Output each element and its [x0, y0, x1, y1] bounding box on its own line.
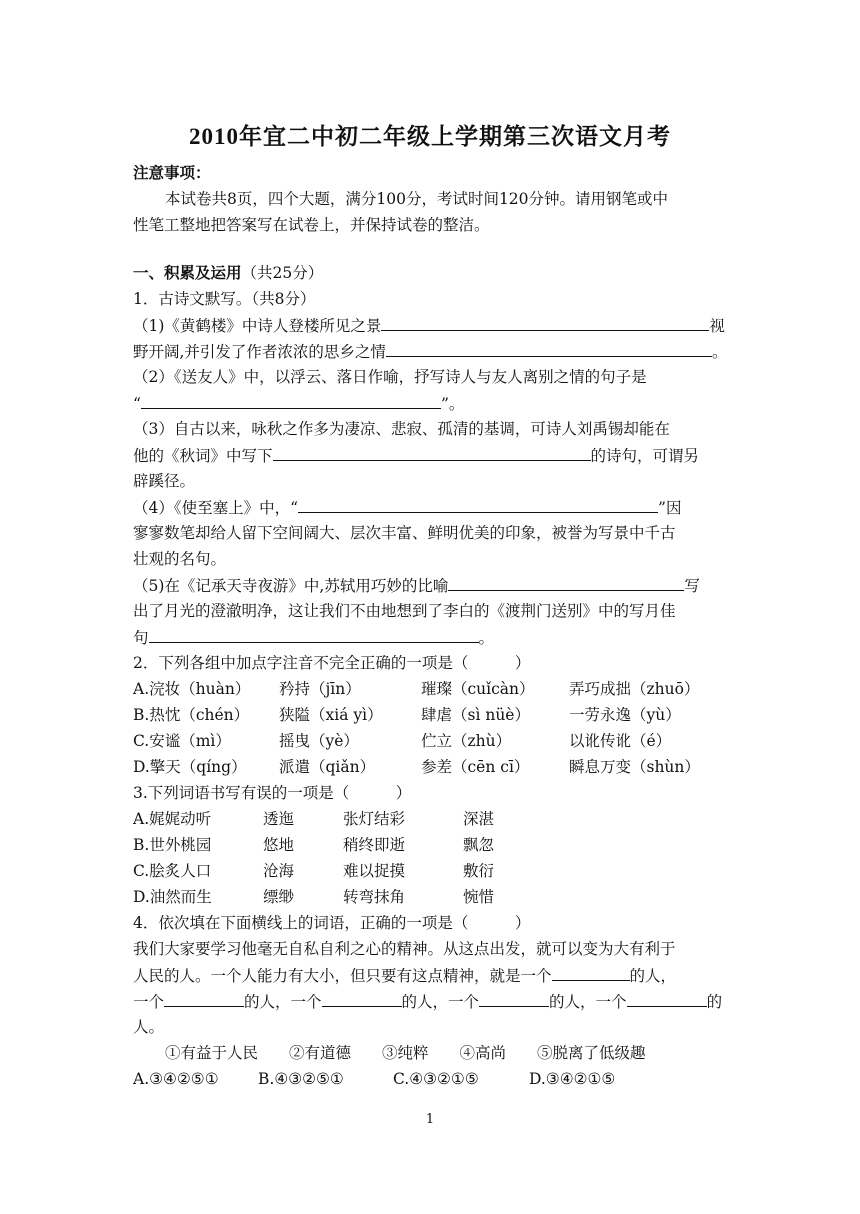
- q2-row-d: [133, 754, 743, 780]
- q3-option-cell: 透迤: [263, 810, 295, 828]
- q4-passage-line2: [133, 962, 743, 988]
- q1-stem: 1．古诗文默写。（共8分）: [133, 290, 316, 308]
- q2-option-cell: 狭隘（xiá yì）: [279, 706, 383, 724]
- q3-row-b: [133, 832, 743, 858]
- q1-part5-text: （5)在《记承天寺夜游》中,苏轼用巧妙的比喻: [133, 577, 449, 595]
- section-1-title: 一、积累及运用: [133, 263, 242, 282]
- section-1-heading: [133, 260, 743, 286]
- q2-option-cell: 派遣（qiǎn）: [279, 758, 376, 776]
- notice-line-2: 性笔工整地把答案写在试卷上，并保持试卷的整洁。: [133, 216, 490, 234]
- q1-part4-line1: [133, 494, 743, 520]
- q3-option-cell: 稍终即逝: [343, 836, 406, 854]
- q1-part1-text: （1)《黄鹤楼》中诗人登楼所见之景: [133, 317, 382, 335]
- q1-part1-text-2: 野开阔,并引发了作者浓浓的思乡之情: [133, 343, 386, 361]
- q1-part1-period: 。: [711, 343, 728, 361]
- answer-blank[interactable]: [479, 988, 549, 1007]
- q3-option-cell: 深湛: [463, 810, 495, 828]
- q1-part3-line1: （3）自古以来，咏秋之作多为凄凉、悲寂、孤清的基调，可诗人刘禹锡却能在: [133, 420, 670, 438]
- q1-part2-line1: （2）《送友人》中，以浮云、落日作喻，抒写诗人与友人离别之情的句子是: [133, 368, 647, 386]
- q3-option-cell: 飘忽: [463, 836, 495, 854]
- q4-passage-text: 一个: [133, 993, 165, 1011]
- open-quote: “: [133, 395, 141, 413]
- q3-stem: 3.下列词语书写有误的一项是（ ）: [133, 784, 412, 802]
- q4-choice: C.④③②①⑤: [393, 1070, 479, 1088]
- answer-blank[interactable]: [149, 624, 479, 643]
- answer-blank[interactable]: [164, 988, 244, 1007]
- exam-content: [133, 160, 743, 1092]
- q4-passage-line4: 人。: [133, 1018, 165, 1036]
- q4-options-line: ①有益于人民 ②有道德 ③纯粹 ④高尚 ⑤脱离了低级趣: [165, 1044, 646, 1062]
- notice-line-1: 本试卷共8页，四个大题，满分100分，考试时间120分钟。请用钢笔或中: [165, 190, 669, 208]
- answer-blank[interactable]: [627, 988, 707, 1007]
- q4-choice: D.③④②①⑤: [529, 1070, 616, 1088]
- q3-option-cell: 惋惜: [463, 888, 495, 906]
- q1-part1-line1: [133, 312, 743, 338]
- q3-option-cell: B.世外桃园: [133, 836, 212, 854]
- q2-option-cell: 一劳永逸（yù）: [569, 706, 681, 724]
- answer-blank[interactable]: [273, 442, 591, 461]
- q2-option-cell: 摇曳（yè）: [279, 732, 359, 750]
- q1-part5-line1: [133, 572, 743, 598]
- q3-row-c: [133, 858, 743, 884]
- answer-blank[interactable]: [141, 390, 441, 409]
- q3-option-cell: 张灯结彩: [343, 810, 406, 828]
- page-number: 1: [425, 1112, 435, 1127]
- q2-option-cell: 璀璨（cuǐcàn）: [421, 680, 535, 698]
- q2-option-cell: 以讹传讹（é）: [569, 732, 672, 750]
- answer-blank[interactable]: [448, 572, 684, 591]
- q3-option-cell: 沧海: [263, 862, 295, 880]
- q2-option-cell: C.安谧（mì）: [133, 732, 231, 750]
- q1-part3-text-end: 的诗句，可谓另: [590, 447, 700, 465]
- q4-passage-text-end: 的人，: [629, 967, 677, 985]
- q3-row-d: [133, 884, 743, 910]
- answer-blank[interactable]: [381, 312, 709, 331]
- q4-choice: A.③④②⑤①: [133, 1070, 219, 1088]
- q2-row-a: [133, 676, 743, 702]
- q1-part3-line2: [133, 442, 743, 468]
- q3-row-a: [133, 806, 743, 832]
- q2-option-cell: 伫立（zhù）: [421, 732, 512, 750]
- q1-part1-text-end: 视: [709, 317, 725, 335]
- q1-part3-text: 他的《秋词》中写下: [133, 447, 273, 465]
- q1-part4-text: （4）《使至塞上》中，“: [133, 499, 299, 517]
- q3-option-cell: 转弯抹角: [343, 888, 406, 906]
- q2-option-cell: B.热忱（chén）: [133, 706, 250, 724]
- answer-blank[interactable]: [386, 338, 712, 357]
- answer-blank[interactable]: [298, 494, 658, 513]
- q2-row-c: [133, 728, 743, 754]
- q1-part5-text-3: 句: [133, 629, 149, 647]
- q2-option-cell: 弄巧成拙（zhuō）: [569, 680, 700, 698]
- q1-part5-line2: 出了月光的澄澈明净，这让我们不由地想到了李白的《渡荆门送别》中的写月佳: [133, 602, 676, 620]
- section-1-score: （共25分）: [241, 264, 324, 282]
- q4-passage-line1: 我们大家要学习他毫无自私自利之心的精神。从这点出发，就可以变为大有利于: [133, 940, 676, 958]
- q1-part3-line3: 辟蹊径。: [133, 472, 196, 490]
- q4-stem: 4．依次填在下面横线上的词语，正确的一项是（ ）: [133, 914, 531, 932]
- q1-part5-text-end: 写: [684, 577, 700, 595]
- q1-part4-line2: 寥寥数笔却给人留下空间阔大、层次丰富、鲜明优美的印象，被誉为写景中千古: [133, 524, 676, 542]
- q2-stem: 2．下列各组中加点字注音不完全正确的一项是（ ）: [133, 654, 531, 672]
- q1-part5-period: 。: [478, 629, 495, 647]
- q3-option-cell: A.娓娓动听: [133, 810, 212, 828]
- q4-passage-line3: [133, 988, 743, 1014]
- q2-option-cell: A.浣妆（huàn）: [133, 680, 251, 698]
- q4-choices: [133, 1066, 743, 1092]
- q2-option-cell: 矜持（jīn）: [279, 680, 361, 698]
- q1-part4-text-end: ”因: [658, 499, 682, 517]
- close-quote: ”。: [440, 395, 465, 413]
- q4-choice: B.④③②⑤①: [258, 1070, 344, 1088]
- q1-part5-line3: [133, 624, 743, 650]
- answer-blank[interactable]: [322, 988, 402, 1007]
- q3-option-cell: 难以捉摸: [343, 862, 406, 880]
- q2-option-cell: D.擎天（qíng）: [133, 758, 247, 776]
- q2-row-b: [133, 702, 743, 728]
- answer-blank[interactable]: [552, 962, 630, 981]
- exam-title: 2010年宜二中初二年级上学期第三次语文月考: [189, 124, 671, 149]
- q4-passage-text: 的人，一个: [401, 993, 480, 1011]
- q4-passage-text: 人民的人。一个人能力有大小，但只要有这点精神，就是一个: [133, 967, 552, 985]
- q4-passage-text: 的人，一个: [549, 993, 627, 1011]
- q3-option-cell: D.油然而生: [133, 888, 212, 906]
- q3-option-cell: 缥缈: [263, 888, 295, 906]
- q4-passage-text: 的人，一个: [244, 993, 322, 1011]
- q2-option-cell: 瞬息万变（shùn）: [569, 758, 700, 776]
- q4-passage-text-end: 的: [706, 993, 723, 1011]
- q3-option-cell: 敷衍: [463, 862, 495, 880]
- q1-part1-line2: [133, 338, 743, 364]
- q1-part4-line3: 壮观的名句。: [133, 550, 227, 568]
- notice-heading: 注意事项：: [133, 163, 211, 182]
- q3-option-cell: C.脍炙人口: [133, 862, 212, 880]
- q1-part2-line2: [133, 390, 743, 416]
- q2-option-cell: 参差（cēn cī）: [421, 758, 530, 776]
- q2-option-cell: 肆虐（sì nüè）: [421, 706, 530, 724]
- q3-option-cell: 悠地: [263, 836, 295, 854]
